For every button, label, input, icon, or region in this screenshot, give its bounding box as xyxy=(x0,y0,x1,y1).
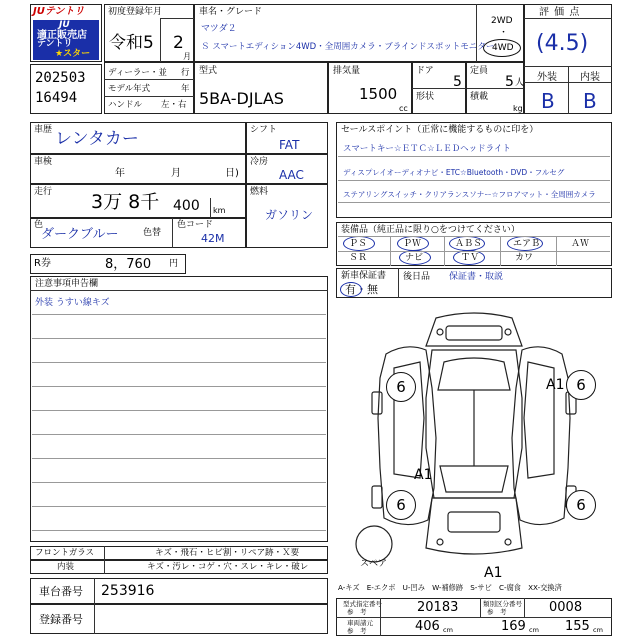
notes-rule-4 xyxy=(32,386,326,387)
equip-sr: ＳＲ xyxy=(349,253,368,263)
notes-rule-6 xyxy=(32,434,326,435)
shift-value: FAT xyxy=(279,138,300,152)
mileage-unit: km xyxy=(213,206,226,215)
dealer-label-end: 行 xyxy=(181,68,190,78)
model-year-unit: 年 xyxy=(181,84,190,94)
notes-rule-3 xyxy=(32,362,326,363)
usage-box xyxy=(30,122,246,154)
car-front-right-dot xyxy=(505,329,511,335)
equip-line2 xyxy=(338,251,610,252)
car-rear-outline xyxy=(426,498,522,554)
car-name-box xyxy=(194,4,524,62)
color-code: 42M xyxy=(201,232,225,245)
drive-2wd: 2WD xyxy=(491,16,513,26)
code-height-unit: cm xyxy=(593,626,603,634)
first-reg-box xyxy=(104,4,194,62)
code-width-unit: cm xyxy=(529,626,539,634)
score-vline xyxy=(568,66,569,114)
equip-abs-circle xyxy=(449,236,485,251)
damage-mark-3: 6 xyxy=(396,496,406,514)
code-width: 169 xyxy=(501,619,526,634)
mileage-unit-divider xyxy=(210,198,211,218)
ac-value: AAC xyxy=(279,168,304,182)
equip-pw-circle xyxy=(397,236,429,251)
color-label: 色 xyxy=(34,220,44,230)
color-divider xyxy=(172,218,173,248)
car-name-line1: マツダ２ xyxy=(201,24,237,34)
doors-label: ドア xyxy=(416,66,434,76)
sales-point-1: スマートキー☆ＥＴＣ☆ＬＥＤヘッドライト xyxy=(343,144,511,154)
dealer-line1 xyxy=(104,79,194,80)
recycle-value: 8，760 xyxy=(105,257,152,272)
recycle-unit: 円 xyxy=(169,259,179,269)
spare-tire xyxy=(356,526,392,562)
score-line1 xyxy=(524,18,612,19)
code-type-value: 20183 xyxy=(417,600,459,615)
notes-box xyxy=(30,276,328,542)
logo-tentori: テントリ xyxy=(37,39,73,49)
logo-shop: 適正販売店 xyxy=(37,30,87,41)
notes-rule-10 xyxy=(32,530,326,531)
load-label: 積載 xyxy=(470,92,489,102)
equip-col2 xyxy=(444,236,445,266)
drive-4wd: 4WD xyxy=(492,43,514,53)
logo-ju: JU xyxy=(59,20,70,30)
car-center-rear xyxy=(440,466,508,492)
wheel-front-left xyxy=(372,392,382,414)
inspection-box xyxy=(30,154,246,184)
equip-pw: ＰＷ xyxy=(403,239,422,249)
first-reg-month: 2 xyxy=(173,33,184,53)
damage-legend: A-キズ E-エクボ U-凹み W-補修跡 S-サビ C-腐食 XX-交換済 xyxy=(338,583,562,592)
dealer-label: ディーラー・並 xyxy=(108,68,167,78)
mileage-value2: 400 xyxy=(173,198,200,214)
load-unit: kg xyxy=(513,104,523,113)
logo-ju-tentori: JUテントリ xyxy=(33,6,85,17)
codes-divider-1 xyxy=(380,598,381,636)
first-reg-label: 初度登録年月 xyxy=(108,7,163,17)
mileage-box xyxy=(30,184,246,218)
code-type-label: 型式指定番号 xyxy=(343,600,382,608)
first-reg-month-unit: 月 xyxy=(183,52,191,61)
equipment-label: 装備品（純正品に限り○をつけてください） xyxy=(341,225,520,235)
score-value: (4.5) xyxy=(536,31,589,56)
chassis-value: 253916 xyxy=(101,583,155,599)
windshield-value: キズ・飛石・ヒビ割・リペア跡・Ｘ要 xyxy=(155,548,300,558)
color-value: ダークブルー xyxy=(41,227,119,242)
interior-row xyxy=(30,560,328,574)
interior-row-label: 内装 xyxy=(57,562,75,572)
score-interior: B xyxy=(583,89,597,113)
damage-mark-a1-1: A1 xyxy=(546,377,565,393)
sales-points-label: セールスポイント（正常に機能するものに印を） xyxy=(341,125,539,135)
warranty-divider xyxy=(398,268,399,298)
ac-box xyxy=(246,154,328,184)
color-box xyxy=(30,218,246,248)
handle-value: 左・右 xyxy=(161,100,187,110)
drive-dot: ・ xyxy=(499,28,509,38)
inspection-day: 日) xyxy=(225,168,239,179)
code-dim-ref: 参 考 xyxy=(347,627,367,635)
sales-line3 xyxy=(338,202,610,203)
windshield-row xyxy=(30,546,328,560)
equip-navi: ナビ xyxy=(405,253,424,263)
notes-line1: 外装 うすい線キズ xyxy=(35,298,110,308)
notes-rule-5 xyxy=(32,410,326,411)
inspection-year: 年 xyxy=(115,168,125,179)
car-front-left-dot xyxy=(437,329,443,335)
doors-value: 5 xyxy=(453,74,462,90)
code-dim-label: 車両諸元 xyxy=(347,619,373,627)
equip-tv-circle xyxy=(453,250,485,265)
equip-abs: ＡＢＳ xyxy=(455,239,483,249)
damage-circle-3 xyxy=(386,490,416,520)
damage-mark-1: 6 xyxy=(396,378,406,396)
damage-mark-a1-2: A1 xyxy=(414,467,433,483)
id-line1: 202503 xyxy=(35,70,86,86)
car-rear-window xyxy=(448,512,500,532)
damage-mark-a1-3: A1 xyxy=(484,565,503,581)
sales-line2 xyxy=(338,180,610,181)
codes-divider-3 xyxy=(524,598,525,617)
inspection-label: 車検 xyxy=(34,157,53,167)
recycle-label: R券 xyxy=(34,258,51,269)
equip-airbag: エアＢ xyxy=(513,239,541,249)
model-year-label: モデル年式 xyxy=(108,84,151,94)
car-name-grade: Ｓ スマートエディション4WD・全周囲カメラ・ブラインドスポットモニター xyxy=(201,42,495,52)
warranty-value: 有・無 xyxy=(345,283,378,296)
wheel-rear-left xyxy=(372,486,382,508)
after-items-value: 保証書・取説 xyxy=(449,272,504,282)
equip-airbag-circle xyxy=(507,236,543,251)
codes-mid-line xyxy=(336,617,612,618)
score-exterior-label: 外装 xyxy=(537,72,557,83)
equip-aw: ＡＷ xyxy=(571,239,590,249)
warranty-label: 新車保証書 xyxy=(341,271,387,281)
shift-label: シフト xyxy=(250,125,278,135)
displacement-unit: cc xyxy=(399,104,408,113)
fuel-value: ガソリン xyxy=(265,208,314,222)
code-height: 155 xyxy=(565,619,590,634)
equip-navi-circle xyxy=(399,250,431,265)
windshield-divider xyxy=(104,546,105,574)
spare-label: スペア xyxy=(360,559,388,569)
equipment-box xyxy=(336,222,612,266)
usage-value: レンタカー xyxy=(55,129,139,149)
dealer-line2 xyxy=(104,96,194,97)
equip-leather: カワ xyxy=(515,253,534,263)
equip-tv: ＴＶ xyxy=(461,253,480,263)
fuel-box xyxy=(246,184,328,248)
car-right-side xyxy=(512,347,570,525)
fuel-label: 燃料 xyxy=(250,187,269,197)
capacity-box xyxy=(466,62,524,114)
damage-circle-1 xyxy=(386,372,416,402)
sales-line1 xyxy=(338,156,610,157)
car-rear-right-dot xyxy=(505,539,511,545)
shift-box xyxy=(246,122,328,154)
car-rear-left-dot xyxy=(437,539,443,545)
code-class-ref: 参 考 xyxy=(487,608,507,616)
damage-circle-4 xyxy=(566,490,596,520)
code-class-label: 類別区分番号 xyxy=(483,600,522,608)
score-label: 評 価 点 xyxy=(539,7,581,18)
first-reg-divider xyxy=(160,18,161,62)
handle-label: ハンドル xyxy=(108,100,143,110)
car-center-hood xyxy=(438,358,510,390)
model-label: 型式 xyxy=(199,66,218,76)
capacity-label: 定員 xyxy=(470,66,489,76)
usage-label: 車歴 xyxy=(34,125,53,135)
equip-line1 xyxy=(338,236,610,237)
damage-mark-4: 6 xyxy=(576,496,586,514)
displacement-value: 1500 xyxy=(359,85,398,103)
first-reg-era: 令和5 xyxy=(109,33,154,53)
mileage-value: 3万 8千 xyxy=(91,191,160,213)
score-interior-label: 内装 xyxy=(580,72,600,83)
equip-ps: ＰＳ xyxy=(349,239,368,249)
registration-label: 登録番号 xyxy=(39,613,83,626)
registration-row xyxy=(30,604,328,634)
car-windshield xyxy=(446,326,502,340)
score-exterior: B xyxy=(541,89,555,113)
chassis-row xyxy=(30,578,328,604)
notes-header-line xyxy=(30,290,328,291)
notes-rule-2 xyxy=(32,338,326,339)
car-name-label: 車名・グレード xyxy=(199,7,263,17)
ac-label: 冷房 xyxy=(250,157,269,167)
same-color-label: 色替 xyxy=(143,228,162,238)
code-length: 406 xyxy=(415,619,440,634)
damage-mark-2: 6 xyxy=(576,376,586,394)
ids-box xyxy=(30,64,102,114)
dealer-box xyxy=(104,62,194,114)
capacity-value: 5 xyxy=(505,74,514,90)
sales-point-3: ステアリングスイッチ・クリアランスソナー☆フロアマット・全周囲カメラ xyxy=(343,190,596,199)
notes-rule-1 xyxy=(32,314,326,315)
model-value: 5BA-DJLAS xyxy=(199,89,284,108)
notes-label: 注意事項申告欄 xyxy=(35,279,99,289)
shape-label: 形状 xyxy=(416,92,435,102)
equip-col4 xyxy=(556,236,557,266)
recycle-box xyxy=(30,254,186,274)
code-class-value: 0008 xyxy=(549,600,583,615)
model-box xyxy=(194,62,328,114)
after-items-label: 後日品 xyxy=(403,272,431,282)
logo-star: ★スター xyxy=(55,49,91,59)
first-reg-divider-top xyxy=(160,18,194,19)
drive-divider xyxy=(476,4,477,62)
sales-point-2: ディスプレイオーディオナビ・ETC☆Bluetooth・DVD・フルセグ xyxy=(343,168,565,177)
equip-col1 xyxy=(390,236,391,266)
capacity-unit: 人 xyxy=(515,78,525,88)
displacement-label: 排気量 xyxy=(333,66,361,76)
drive-4wd-circle xyxy=(483,39,521,57)
damage-circle-2 xyxy=(566,370,596,400)
code-type-ref: 参 考 xyxy=(347,608,367,616)
code-length-unit: cm xyxy=(443,626,453,634)
codes-divider-2 xyxy=(480,598,481,617)
sales-points-box xyxy=(336,122,612,218)
windshield-label: フロントガラス xyxy=(35,548,94,558)
notes-rule-7 xyxy=(32,458,326,459)
chassis-divider xyxy=(94,578,95,634)
logo-box xyxy=(30,4,102,62)
id-line2: 16494 xyxy=(35,90,78,106)
mileage-label: 走行 xyxy=(34,187,53,197)
interior-row-value: キズ・汚レ・コゲ・穴・スレ・キレ・破レ xyxy=(147,562,309,572)
equip-col3 xyxy=(500,236,501,266)
notes-rule-8 xyxy=(32,482,326,483)
color-code-label: 色コード xyxy=(177,220,214,230)
warranty-yes-circle xyxy=(340,282,362,297)
equip-ps-circle xyxy=(343,236,375,251)
warranty-box xyxy=(336,268,612,298)
notes-rule-9 xyxy=(32,506,326,507)
chassis-label: 車台番号 xyxy=(39,585,83,598)
car-diagram xyxy=(336,298,612,580)
displacement-box xyxy=(328,62,412,114)
inspection-month: 月 xyxy=(171,168,181,179)
